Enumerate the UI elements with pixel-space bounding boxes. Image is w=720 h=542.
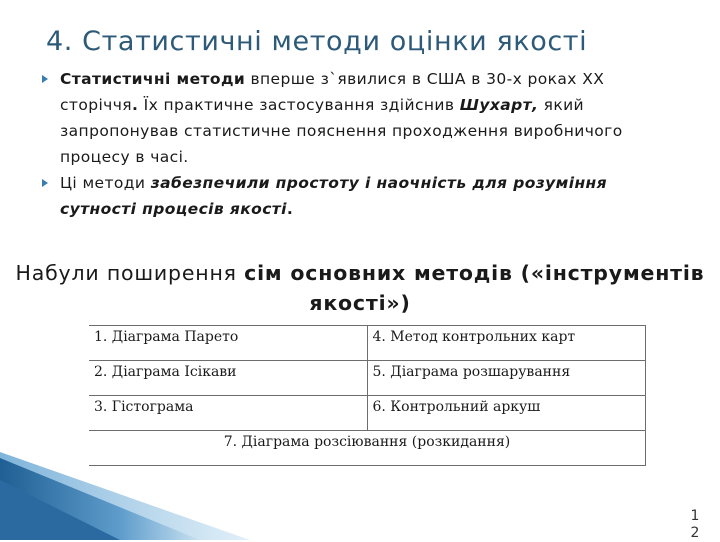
bullet-item (38, 66, 678, 170)
bullet-arrow-icon (42, 179, 48, 187)
bullet-bold-dot: . (286, 200, 294, 218)
page-number: 12 (690, 508, 700, 541)
table-cell-merged: 7. Діаграма розсіювання (розкидання) (89, 431, 646, 466)
subheading-normal: Набули поширення (15, 261, 245, 285)
subheading-bold: сім основних методів («інструментів якості») (244, 261, 705, 315)
bullet-text: який запропонував статистичне пояснення проходження виробничого процесу в часі. (60, 96, 623, 166)
bullet-text: Їх практичне застосування здійснив (138, 96, 460, 114)
bullet-arrow-icon (42, 75, 48, 83)
table-cell: 6. Контрольний аркуш (367, 396, 646, 431)
table-row (89, 361, 646, 396)
bullet-bold-lead: Статистичні методи (60, 70, 246, 88)
bullet-emphasis: забезпечили простоту і наочність для розуміння сутності процесів якості (60, 174, 608, 218)
slide-title: 4. Статистичні методи оцінки якості (46, 26, 588, 57)
table-cell: 5. Діаграма розшарування (367, 361, 646, 396)
bullet-item (38, 170, 678, 222)
bullet-bold-dot: . (132, 96, 139, 114)
table-cell: 2. Діаграма Ісікави (89, 361, 367, 396)
bullet-text: Ці методи (60, 174, 151, 192)
bullet-list (38, 66, 678, 222)
corner-decoration (0, 440, 250, 540)
table-row (89, 326, 646, 361)
table-row (89, 396, 646, 431)
bullet-text: вперше з`явилися в США в 30-х роках ХХ сторіччя (60, 70, 605, 114)
subheading (0, 258, 720, 318)
table-cell: 3. Гістограма (89, 396, 367, 431)
bullet-emphasis: Шухарт, (459, 96, 539, 114)
table-cell: 1. Діаграма Парето (89, 326, 367, 361)
table-cell: 4. Метод контрольних карт (367, 326, 646, 361)
